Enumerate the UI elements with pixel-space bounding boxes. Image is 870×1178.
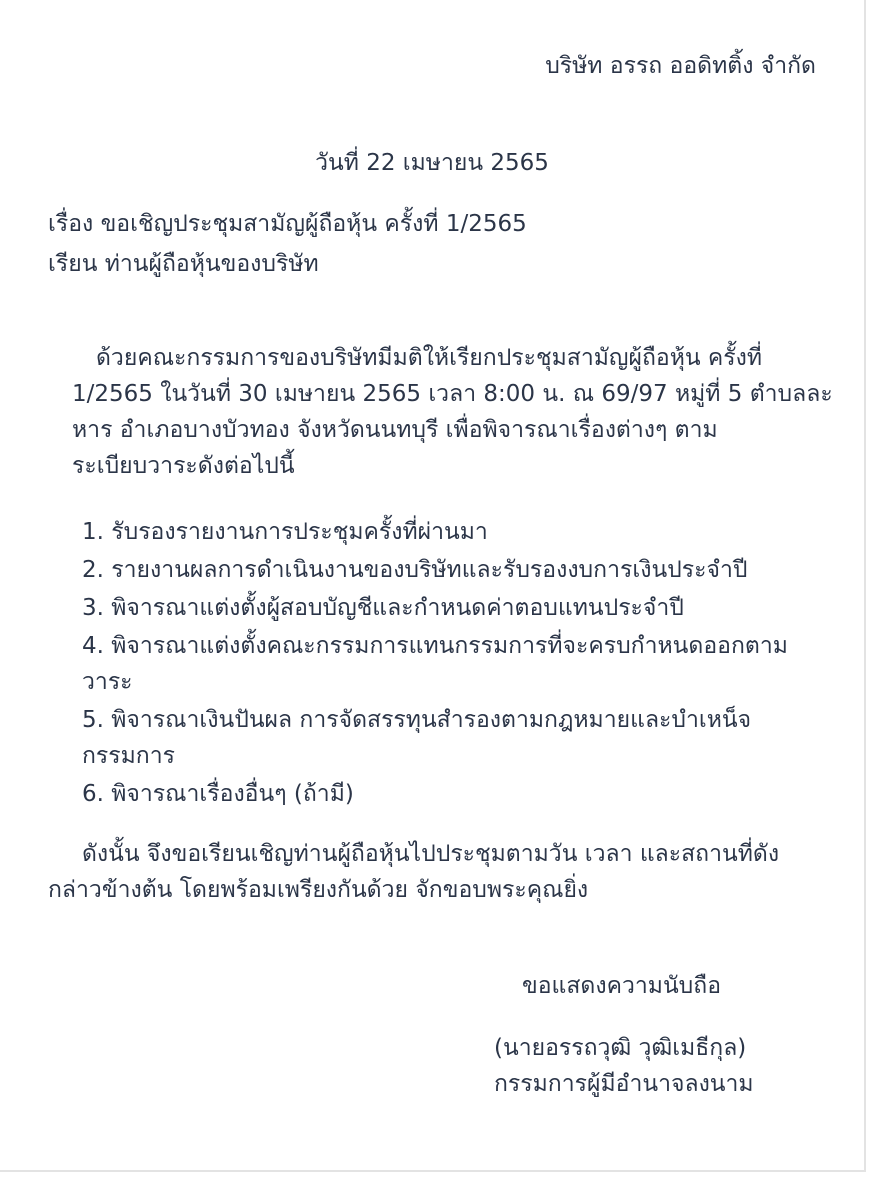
agenda-item [82,514,842,550]
intro-paragraph-line: หาร อำเภอบางบัวทอง จังหวัดนนทบุรี เพื่อพิจารณาเรื่องต่างๆ ตาม [72,417,718,443]
agenda-list [82,514,842,814]
letter-date: วันที่ 22 เมษายน 2565 [315,150,549,176]
intro-paragraph-line: ด้วยคณะกรรมการของบริษัทมีมติให้เรียกประชุมสามัญผู้ถือหุ้น ครั้งที่ [96,345,763,371]
agenda-item [82,552,842,588]
signer-name: (นายอรรถวุฒิ วุฒิเมธีกุล) [494,1035,747,1061]
agenda-item [82,590,842,626]
agenda-item-text-continued: วาระ [82,669,133,695]
company-name: บริษัท อรรถ ออดิทติ้ง จำกัด [545,53,816,79]
letter-salutation: เรียน ท่านผู้ถือหุ้นของบริษัท [48,251,319,277]
agenda-item-text: 1. รับรองรายงานการประชุมครั้งที่ผ่านมา [82,519,488,545]
agenda-item-text: 2. รายงานผลการดำเนินงานของบริษัทและรับรองงบการเงินประจำปี [82,557,748,583]
agenda-item [82,702,842,774]
agenda-item-text-continued: กรรมการ [82,743,175,769]
agenda-item-text: 5. พิจารณาเงินปันผล การจัดสรรทุนสำรองตามกฎหมายและบำเหน็จ [82,707,752,733]
agenda-item-text: 6. พิจารณาเรื่องอื่นๆ (ถ้ามี) [82,781,354,807]
letter-subject: เรื่อง ขอเชิญประชุมสามัญผู้ถือหุ้น ครั้งที่ 1/2565 [48,211,527,237]
agenda-item-text: 3. พิจารณาแต่งตั้งผู้สอบบัญชีและกำหนดค่าตอบแทนประจำปี [82,595,684,621]
intro-paragraph-line: ระเบียบวาระดังต่อไปนี้ [72,453,295,479]
closing-paragraph-line: กล่าวข้างต้น โดยพร้อมเพรียงกันด้วย จักขอบพระคุณยิ่ง [48,877,589,903]
intro-paragraph [48,340,833,484]
intro-paragraph-line: 1/2565 ในวันที่ 30 เมษายน 2565 เวลา 8:00 น. ณ 69/97 หมู่ที่ 5 ตำบลละ [72,381,833,407]
signer-title: กรรมการผู้มีอำนาจลงนาม [494,1071,754,1097]
agenda-item-text: 4. พิจารณาแต่งตั้งคณะกรรมการแทนกรรมการที่จะครบกำหนดออกตาม [82,633,788,659]
agenda-item [82,776,842,812]
closing-paragraph-line: ดังนั้น จึงขอเรียนเชิญท่านผู้ถือหุ้นไปประชุมตามวัน เวลา และสถานที่ดัง [82,841,780,867]
agenda-item [82,628,842,700]
closing-paragraph [48,836,828,908]
complimentary-close: ขอแสดงความนับถือ [522,973,722,999]
